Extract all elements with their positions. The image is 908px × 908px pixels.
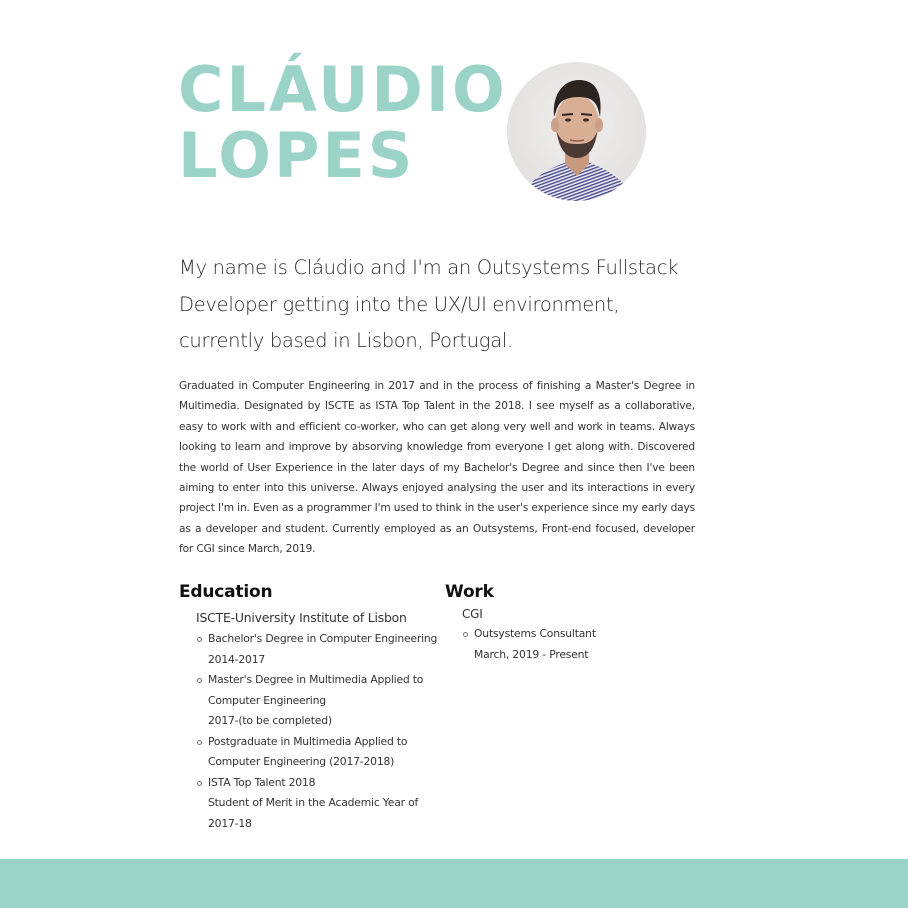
education-item-detail: 2017-(to be completed) (208, 714, 332, 727)
education-item (208, 629, 439, 670)
avatar (507, 62, 646, 201)
first-name: CLÁUDIO (178, 53, 508, 126)
education-item-title: Bachelor's Degree in Computer Engineering (208, 632, 438, 645)
education-title: Education (179, 582, 273, 602)
work-title: Work (445, 582, 494, 602)
bullet-icon (463, 632, 468, 637)
work-company: CGI (462, 607, 483, 621)
education-item-detail: 2014-2017 (208, 652, 266, 666)
work-item-detail: March, 2019 - Present (474, 647, 589, 661)
bullet-icon (197, 781, 202, 786)
portrait-image (507, 62, 646, 201)
hero-name (178, 53, 508, 192)
education-section (179, 581, 439, 834)
work-item (474, 624, 665, 665)
education-item (208, 670, 439, 732)
work-item-title: Outsystems Consultant (474, 627, 596, 640)
education-item-title: Master's Degree in Multimedia Applied to Computer Engineering (208, 673, 424, 707)
bio-paragraph: Graduated in Computer Engineering in 2017 and in the process of finishing a Master's Degree in Multimedia. Designated by ISCTE as ISTA Top Talent in the 2018. I see myself as a collaborative, easy to work with and efficient co-worker, who can get along very well and work in teams. Always looking to learn and improve by absorving knowledge from everyone I get along with. Discovered the world of User Experience in the later days of my Bachelor's Degree and since then I've been aiming to enter into this universe. Always enjoyed analysing the user and its interactions in every project I'm in. Even as a programmer I'm used to think in the user's experience since my early days as a developer and student. Currently employed as an Outsystems, Front-end focused, developer for CGI since March, 2019. (179, 380, 695, 556)
education-item (208, 773, 439, 835)
education-item-detail: Student of Merit in the Academic Year of 2017-18 (208, 796, 419, 830)
education-item-title: ISTA Top Talent 2018 (208, 775, 316, 789)
work-list (474, 624, 665, 665)
bullet-icon (197, 740, 202, 745)
footer-band (0, 859, 908, 908)
bullet-icon (197, 637, 202, 642)
education-institution: ISCTE-University Institute of Lisbon (196, 610, 407, 625)
education-item-title: Postgraduate in Multimedia Applied to Computer Engineering (2017-2018) (208, 734, 408, 768)
intro-text: My name is Cláudio and I'm an Outsystems Fullstack Developer getting into the UX/UI environment, currently based in Lisbon, Portugal. (179, 256, 679, 352)
education-item (208, 732, 439, 773)
bullet-icon (197, 678, 202, 683)
education-list (208, 629, 439, 834)
work-section (445, 581, 665, 665)
last-name: LOPES (178, 119, 416, 192)
